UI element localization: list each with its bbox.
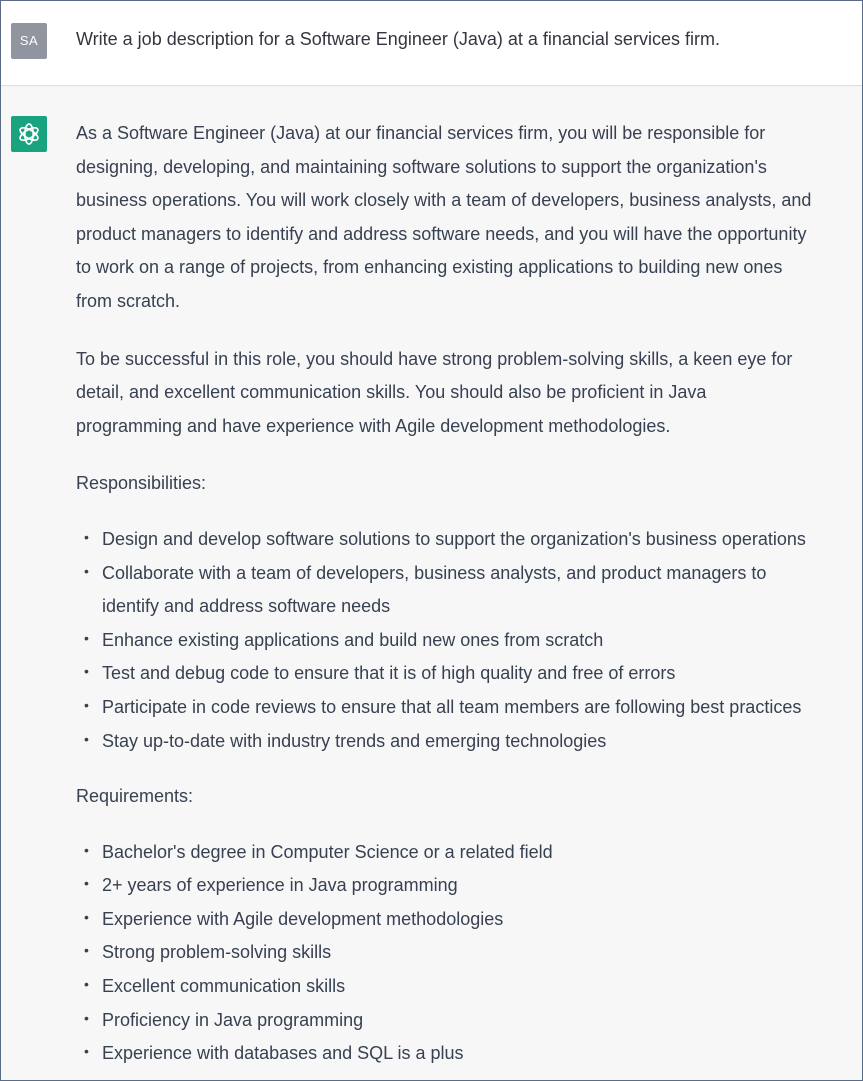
bullet-icon: • [84, 629, 89, 646]
list-item-text: Enhance existing applications and build new ones from scratch [102, 629, 604, 650]
requirements-list [76, 836, 863, 1071]
bullet-icon: • [84, 696, 89, 713]
bullet-icon: • [84, 976, 89, 993]
list-item-text: Bachelor's degree in Computer Science or a related field [102, 841, 553, 862]
bullet-icon: • [84, 942, 89, 959]
list-item-text: Proficiency in Java programming [102, 1009, 364, 1030]
response-paragraph-intro: As a Software Engineer (Java) at our financial services firm, you will be responsible for designing, developing, and maintaining software solutions to support the organization's business operations. You will work closely with a team of developers, business analysts, and product managers to identify and address software needs, and you will have the opportunity to work on a range of projects, from enhancing existing applications to building new ones from scratch. [76, 123, 812, 311]
user-avatar: SA [11, 23, 47, 59]
list-item [76, 970, 863, 1004]
list-item-text: Experience with Agile development methodologies [102, 908, 504, 929]
list-item-text: Collaborate with a team of developers, business analysts, and product managers to identify and address software needs [102, 562, 767, 617]
list-item [76, 725, 863, 759]
list-item [76, 936, 863, 970]
requirements-heading: Requirements: [76, 786, 194, 807]
list-item [76, 657, 863, 691]
list-item-text: 2+ years of experience in Java programming [102, 875, 458, 896]
list-item [76, 624, 863, 658]
assistant-avatar [11, 116, 47, 152]
bullet-icon: • [84, 908, 89, 925]
list-item [76, 523, 863, 557]
bullet-icon: • [84, 1043, 89, 1060]
assistant-response [76, 117, 863, 1081]
list-item-text: Experience with databases and SQL is a plus [102, 1043, 464, 1064]
list-item [76, 557, 863, 624]
response-paragraph-skills: To be successful in this role, you should have strong problem-solving skills, a keen eye for detail, and excellent communication skills. You should also be proficient in Java programming and have experience with Agile development methodologies. [76, 348, 793, 436]
responsibilities-list [76, 523, 863, 758]
bullet-icon: • [84, 841, 89, 858]
list-item-text: Test and debug code to ensure that it is of high quality and free of errors [102, 663, 676, 684]
list-item [76, 1004, 863, 1038]
bullet-icon: • [84, 663, 89, 680]
user-message-row [1, 1, 862, 86]
assistant-message-row [1, 86, 862, 1080]
bullet-icon: • [84, 528, 89, 545]
list-item [76, 1037, 863, 1071]
list-item-text: Participate in code reviews to ensure that all team members are following best practices [102, 696, 802, 717]
list-item-text: Strong problem-solving skills [102, 942, 332, 963]
user-prompt-text: Write a job description for a Software Engineer (Java) at a financial services firm. [76, 29, 720, 49]
list-item [76, 691, 863, 725]
bullet-icon: • [84, 730, 89, 747]
list-item [76, 836, 863, 870]
list-item-text: Stay up-to-date with industry trends and emerging technologies [102, 730, 607, 751]
bullet-icon: • [84, 1009, 89, 1026]
openai-logo-icon [16, 121, 42, 147]
responsibilities-heading: Responsibilities: [76, 473, 207, 494]
list-item [76, 869, 863, 903]
list-item-text: Design and develop software solutions to support the organization's business operations [102, 528, 806, 549]
bullet-icon: • [84, 562, 89, 579]
list-item-text: Excellent communication skills [102, 976, 346, 997]
bullet-icon: • [84, 875, 89, 892]
list-item [76, 903, 863, 937]
